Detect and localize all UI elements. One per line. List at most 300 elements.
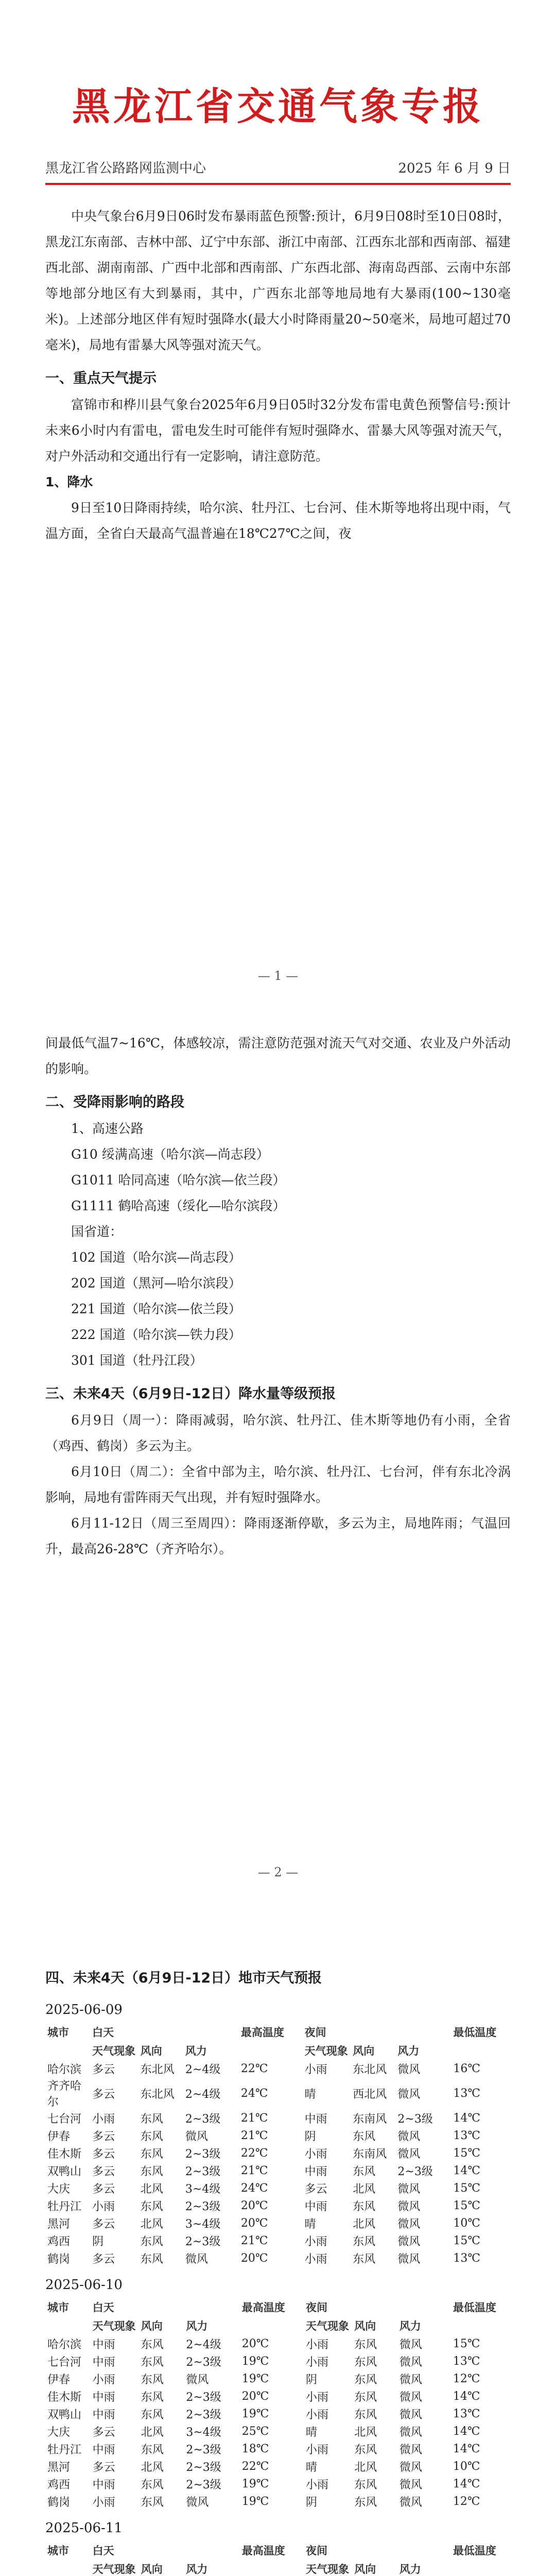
table-header-cell <box>45 2316 91 2335</box>
table-row <box>45 2179 511 2197</box>
table-header-cell: 白天 <box>92 2026 114 2039</box>
table-header-cell <box>184 2541 239 2560</box>
table-cell: 鹤岗 <box>47 2496 71 2509</box>
table-cell: 19℃ <box>241 2407 269 2420</box>
table-header-cell <box>352 2541 397 2560</box>
table-cell: 2~4级 <box>185 2088 221 2101</box>
table-header-cell: 天气现象 <box>306 2320 350 2332</box>
table-cell: 微风 <box>399 2373 422 2386</box>
table-header-cell <box>451 2560 511 2576</box>
table-row <box>45 2335 511 2352</box>
table-header-cell <box>45 2041 90 2060</box>
table-header-cell: 风力 <box>186 2320 208 2332</box>
table-cell: 东北风 <box>140 2063 175 2076</box>
list-item: 301 国道（牡丹江段） <box>71 1353 203 1368</box>
table-header-row <box>45 2041 511 2060</box>
table-cell: 小雨 <box>306 2391 329 2404</box>
table-row <box>45 2214 511 2232</box>
report-title: 黑龙江省交通气象专报 <box>72 84 484 129</box>
table-cell: 微风 <box>397 2235 421 2248</box>
table-cell: 多云 <box>92 2461 115 2474</box>
table-row <box>45 2127 511 2144</box>
forecast-date: 2025-06-11 <box>45 2520 123 2536</box>
forecast-date: 2025-06-10 <box>45 2277 123 2293</box>
table-cell: 21℃ <box>240 2234 268 2247</box>
city-forecast-tables <box>45 1997 511 2576</box>
table-cell: 中雨 <box>92 2478 115 2492</box>
intro-paragraph: 中央气象台6月9日06时发布暴雨蓝色预警:预计，6月9日08时至10日08时，黑龙江东南部、吉林中部、辽宁中东部、浙江中南部、江西东北部和西南部、福建西北部、湖南南部、广西中北部和西南部、广东西北部、海南岛西部、云南中东部等地部分地区有大到暴雨，其中，广西东北部等地局地有大暴雨(100~130毫米)。上述部分地区伴有短时强降水(最大小时降雨量20~50毫米，局地可超过70毫米)，局地有雷暴大风等强对流天气。 <box>45 209 511 352</box>
table-cell: 中雨 <box>304 2112 327 2126</box>
table-row <box>45 2458 511 2475</box>
table-cell: 多云 <box>92 2217 115 2231</box>
table-row <box>45 2440 511 2458</box>
table-cell: 16℃ <box>453 2062 480 2075</box>
table-cell: 多云 <box>92 2130 115 2143</box>
table-cell: 佳木斯 <box>47 2147 82 2161</box>
list-item: G1011 哈同高速（哈尔滨—依兰段） <box>71 1173 286 1188</box>
table-header-row <box>45 2560 511 2576</box>
table-cell: 20℃ <box>241 2337 269 2350</box>
table-header-cell <box>45 2560 91 2576</box>
table-header-cell <box>451 2041 511 2060</box>
table-cell: 北风 <box>140 2217 163 2231</box>
table-cell: 小雨 <box>306 2338 329 2351</box>
table-cell: 12℃ <box>453 2372 480 2385</box>
table-header-cell: 风力 <box>185 2045 207 2057</box>
table-row <box>45 2405 511 2422</box>
table-cell: 东风 <box>141 2355 164 2369</box>
table-cell: 微风 <box>186 2373 209 2386</box>
table-cell: 北风 <box>141 2461 164 2474</box>
issuer: 黑龙江省公路路网监测中心 <box>45 161 206 176</box>
table-cell: 14℃ <box>453 2389 480 2403</box>
issuer-row <box>45 158 511 177</box>
table-cell: 12℃ <box>453 2495 480 2508</box>
table-cell: 22℃ <box>240 2062 268 2075</box>
table-cell: 中雨 <box>92 2338 115 2351</box>
table-cell: 10℃ <box>453 2216 480 2230</box>
list-item: 102 国道（哈尔滨—尚志段） <box>71 1250 241 1265</box>
table-header-cell: 天气现象 <box>92 2563 136 2575</box>
table-cell: 14℃ <box>453 2477 480 2490</box>
table-cell: 3~4级 <box>186 2426 221 2439</box>
table-row <box>45 2352 511 2370</box>
table-header-cell: 城市 <box>47 2545 69 2557</box>
table-header-cell: 天气现象 <box>92 2045 136 2057</box>
table-cell: 小雨 <box>92 2373 115 2386</box>
table-cell: 微风 <box>399 2338 422 2351</box>
table-cell: 北风 <box>141 2426 164 2439</box>
table-cell: 多云 <box>92 2088 115 2101</box>
section-1-heading: 一、重点天气提示 <box>45 370 157 386</box>
table-cell: 3~4级 <box>185 2217 221 2231</box>
table-cell: 2~3级 <box>185 2165 221 2178</box>
table-cell: 齐齐哈尔 <box>47 2080 82 2109</box>
table-cell: 微风 <box>397 2088 421 2101</box>
masthead <box>0 0 556 131</box>
table-cell: 19℃ <box>241 2354 269 2368</box>
page-3-body <box>0 1958 556 2576</box>
table-header-cell <box>397 2541 451 2560</box>
table-cell: 多云 <box>92 2182 115 2196</box>
table-cell: 微风 <box>397 2200 421 2213</box>
table-cell: 北风 <box>353 2217 376 2231</box>
table-cell: 中雨 <box>304 2165 327 2178</box>
table-row <box>45 2109 511 2127</box>
table-cell: 15℃ <box>453 2234 480 2247</box>
table-cell: 东北风 <box>353 2063 387 2076</box>
page-1-body <box>0 204 556 547</box>
table-cell: 小雨 <box>306 2478 329 2492</box>
table-cell: 中雨 <box>92 2355 115 2369</box>
table-cell: 多云 <box>92 2063 115 2076</box>
table-cell: 19℃ <box>241 2372 269 2385</box>
table-header-cell: 夜间 <box>304 2026 326 2039</box>
table-header-cell <box>184 2298 239 2316</box>
table-row <box>45 2077 511 2109</box>
table-cell: 19℃ <box>241 2477 269 2490</box>
table-cell: 伊春 <box>47 2373 71 2386</box>
table-cell: 双鸭山 <box>47 2408 82 2421</box>
table-cell: 东风 <box>140 2130 163 2143</box>
table-cell: 东风 <box>141 2478 164 2492</box>
table-cell: 20℃ <box>240 2216 268 2230</box>
table-cell: 小雨 <box>304 2063 327 2076</box>
table-cell: 东风 <box>354 2408 377 2421</box>
table-cell: 20℃ <box>240 2251 268 2265</box>
header-rule <box>45 183 511 185</box>
table-cell: 东风 <box>140 2112 163 2126</box>
table-cell: 13℃ <box>453 2251 480 2265</box>
table-header-cell <box>138 2023 183 2041</box>
table-cell: 微风 <box>399 2408 422 2421</box>
table-cell: 晴 <box>306 2461 318 2474</box>
table-cell: 东风 <box>140 2147 163 2161</box>
table-cell: 东风 <box>353 2235 376 2248</box>
table-cell: 北风 <box>354 2461 377 2474</box>
table-cell: 北风 <box>140 2182 163 2196</box>
table-cell: 2~3级 <box>397 2112 433 2126</box>
table-cell: 北风 <box>353 2182 376 2196</box>
precipitation-heading: 1、降水 <box>45 474 93 489</box>
table-header-cell: 风向 <box>141 2320 163 2332</box>
highway-heading: 1、高速公路 <box>71 1121 144 1136</box>
table-cell: 13℃ <box>453 2129 480 2142</box>
table-cell: 晴 <box>306 2426 318 2439</box>
table-cell: 2~3级 <box>186 2408 221 2421</box>
table-cell: 鹤岗 <box>47 2252 71 2266</box>
table-header-cell: 天气现象 <box>306 2563 350 2575</box>
forecast-date: 2025-06-09 <box>45 2002 123 2018</box>
table-cell: 24℃ <box>240 2087 268 2100</box>
table-cell: 21℃ <box>240 2164 268 2177</box>
table-cell: 多云 <box>304 2182 327 2196</box>
table-cell: 小雨 <box>306 2443 329 2456</box>
table-cell: 东风 <box>354 2338 377 2351</box>
table-header-cell: 最高温度 <box>240 2026 284 2039</box>
national-road-heading: 国省道： <box>71 1224 123 1239</box>
table-cell: 小雨 <box>304 2147 327 2161</box>
table-cell: 牡丹江 <box>47 2200 82 2213</box>
table-cell: 佳木斯 <box>47 2391 82 2404</box>
table-row <box>45 2060 511 2077</box>
table-cell: 东风 <box>141 2408 164 2421</box>
table-cell: 微风 <box>397 2182 421 2196</box>
precipitation-paragraph-b: 间最低气温7~16℃，体感较凉，需注意防范强对流天气对交通、农业及户外活动的影响。 <box>45 1036 511 1076</box>
table-cell: 小雨 <box>306 2355 329 2369</box>
table-cell: 微风 <box>399 2355 422 2369</box>
table-cell: 大庆 <box>47 2182 71 2196</box>
page-number-1: — 1 — <box>257 969 299 983</box>
table-header-cell <box>395 2023 451 2041</box>
table-cell: 微风 <box>185 2130 208 2143</box>
table-cell: 双鸭山 <box>47 2165 82 2178</box>
table-cell: 14℃ <box>453 2442 480 2455</box>
table-cell: 2~3级 <box>185 2235 221 2248</box>
table-row <box>45 2370 511 2387</box>
table-header-cell: 天气现象 <box>92 2320 136 2332</box>
table-row <box>45 2144 511 2162</box>
table-cell: 东风 <box>354 2391 377 2404</box>
table-cell: 2~3级 <box>185 2112 221 2126</box>
table-cell: 中雨 <box>304 2200 327 2213</box>
table-cell: 黑河 <box>47 2461 71 2474</box>
table-cell: 东风 <box>354 2355 377 2369</box>
list-item: 221 国道（哈尔滨—依兰段） <box>71 1301 241 1316</box>
table-header-row <box>45 2298 511 2316</box>
table-header-cell <box>451 2316 511 2335</box>
table-cell: 中雨 <box>92 2408 115 2421</box>
table-header-cell: 夜间 <box>306 2545 328 2557</box>
table-cell: 西北风 <box>353 2088 387 2101</box>
table-cell: 东风 <box>140 2252 163 2266</box>
table-header-cell: 最高温度 <box>241 2545 285 2557</box>
table-cell: 牡丹江 <box>47 2443 82 2456</box>
table-cell: 阴 <box>306 2373 318 2386</box>
table-cell: 东风 <box>141 2443 164 2456</box>
table-cell: 东南风 <box>353 2147 387 2161</box>
table-cell: 东风 <box>141 2373 164 2386</box>
table-row <box>45 2387 511 2405</box>
table-cell: 2~3级 <box>185 2200 221 2213</box>
table-cell: 东风 <box>354 2443 377 2456</box>
table-cell: 哈尔滨 <box>47 2338 82 2351</box>
table-cell: 东风 <box>354 2496 377 2509</box>
table-cell: 鸡西 <box>47 2478 71 2492</box>
table-cell: 微风 <box>397 2252 421 2266</box>
table-cell: 东风 <box>140 2200 163 2213</box>
table-cell: 20℃ <box>241 2389 269 2403</box>
table-cell: 东风 <box>354 2373 377 2386</box>
table-cell: 东风 <box>141 2391 164 2404</box>
table-row <box>45 2475 511 2493</box>
page-number-2: — 2 — <box>257 1865 299 1879</box>
table-row <box>45 2493 511 2510</box>
table-cell: 2~3级 <box>185 2147 221 2161</box>
table-cell: 晴 <box>304 2088 316 2101</box>
table-cell: 13℃ <box>453 2354 480 2368</box>
table-cell: 中雨 <box>92 2391 115 2404</box>
table-cell: 19℃ <box>241 2495 269 2508</box>
table-header-cell: 风向 <box>141 2563 163 2575</box>
table-cell: 阴 <box>306 2496 318 2509</box>
table-cell: 伊春 <box>47 2130 71 2143</box>
table-cell: 2~3级 <box>186 2478 221 2492</box>
table-header-cell: 夜间 <box>306 2301 328 2314</box>
table-header-cell: 风力 <box>399 2320 421 2332</box>
section-4-heading: 四、未来4天（6月9日-12日）地市天气预报 <box>45 1970 322 1986</box>
city-forecast-table <box>45 2541 511 2576</box>
table-cell: 微风 <box>399 2443 422 2456</box>
table-header-cell: 风向 <box>353 2045 375 2057</box>
table-cell: 2~4级 <box>186 2338 221 2351</box>
table-cell: 24℃ <box>240 2181 268 2195</box>
list-item: G1111 鹤哈高速（绥化—哈尔滨段） <box>71 1198 286 1213</box>
table-cell: 22℃ <box>240 2146 268 2160</box>
table-cell: 2~3级 <box>397 2165 433 2178</box>
table-header-cell <box>397 2298 451 2316</box>
table-cell: 2~3级 <box>186 2391 221 2404</box>
table-cell: 微风 <box>185 2252 208 2266</box>
table-cell: 东北风 <box>140 2088 175 2101</box>
table-cell: 18℃ <box>241 2442 269 2455</box>
table-cell: 微风 <box>399 2478 422 2492</box>
table-header-cell: 风力 <box>186 2563 208 2575</box>
table-header-cell: 白天 <box>92 2545 114 2557</box>
table-row <box>45 2249 511 2267</box>
table-header-cell <box>239 2041 303 2060</box>
table-row <box>45 2422 511 2440</box>
table-cell: 21℃ <box>240 2129 268 2142</box>
section-1-paragraph: 富锦市和桦川县气象台2025年6月9日05时32分发布雷电黄色预警信号:预计未来6小时内有雷电，雷电发生时可能伴有短时强降水、雷暴大风等强对流天气，对户外活动和交通出行有一定影响，请注意防范。 <box>45 397 511 464</box>
highway-list <box>45 1142 511 1219</box>
table-cell: 黑河 <box>47 2217 71 2231</box>
table-cell: 晴 <box>304 2217 316 2231</box>
table-header-cell <box>240 2560 304 2576</box>
table-cell: 东风 <box>141 2338 164 2351</box>
table-cell: 微风 <box>186 2496 209 2509</box>
table-header-cell <box>183 2023 239 2041</box>
table-cell: 东风 <box>353 2252 376 2266</box>
table-header-cell: 最低温度 <box>453 2026 497 2039</box>
table-row <box>45 2197 511 2214</box>
table-cell: 2~4级 <box>185 2063 221 2076</box>
national-road-list <box>45 1245 511 1374</box>
table-header-cell: 白天 <box>92 2301 114 2314</box>
table-cell: 多云 <box>92 2165 115 2178</box>
table-header-cell: 风向 <box>354 2563 376 2575</box>
table-cell: 东风 <box>353 2200 376 2213</box>
table-cell: 东风 <box>141 2496 164 2509</box>
table-cell: 22℃ <box>241 2460 269 2473</box>
table-cell: 小雨 <box>306 2408 329 2421</box>
table-cell: 东风 <box>354 2478 377 2492</box>
table-cell: 微风 <box>399 2426 422 2439</box>
precipitation-paragraph-a: 9日至10日降雨持续，哈尔滨、牡丹江、七台河、佳木斯等地将出现中雨，气温方面，全省白天最高气温普遍在18℃27℃之间，夜 <box>45 500 511 541</box>
issue-date: 2025 年 6 月 9 日 <box>398 161 511 176</box>
list-item: G10 绥满高速（哈尔滨—尚志段） <box>71 1147 269 1162</box>
table-cell: 25℃ <box>241 2425 269 2438</box>
table-cell: 东风 <box>353 2165 376 2178</box>
table-header-cell: 风力 <box>399 2563 421 2575</box>
table-cell: 多云 <box>92 2252 115 2266</box>
table-cell: 13℃ <box>453 2087 480 2100</box>
table-cell: 2~3级 <box>186 2461 221 2474</box>
table-cell: 东南风 <box>353 2112 387 2126</box>
table-row <box>45 2232 511 2249</box>
table-cell: 3~4级 <box>185 2182 221 2196</box>
table-header-cell: 天气现象 <box>304 2045 348 2057</box>
table-header-cell <box>240 2316 304 2335</box>
table-header-row <box>45 2316 511 2335</box>
table-cell: 2~3级 <box>186 2443 221 2456</box>
table-cell: 小雨 <box>92 2112 115 2126</box>
table-header-cell: 最低温度 <box>453 2301 496 2314</box>
table-cell: 20℃ <box>240 2199 268 2212</box>
table-cell: 2~3级 <box>186 2355 221 2369</box>
table-cell: 多云 <box>92 2147 115 2161</box>
table-cell: 哈尔滨 <box>47 2063 82 2076</box>
table-cell: 东风 <box>140 2165 163 2178</box>
city-forecast-table <box>45 2023 511 2267</box>
table-cell: 微风 <box>397 2217 421 2231</box>
table-header-row <box>45 2023 511 2041</box>
table-row <box>45 2162 511 2179</box>
table-header-cell <box>139 2541 184 2560</box>
table-cell: 15℃ <box>453 2146 480 2160</box>
table-cell: 鸡西 <box>47 2235 71 2248</box>
table-header-cell: 风向 <box>140 2045 162 2057</box>
forecast-day-2: 6月10日（周二）：全省中部为主，哈尔滨、牡丹江、七台河，伴有东北冷涡影响，局地有雷阵雨天气出现，并有短时强降水。 <box>45 1464 511 1505</box>
section-2-heading: 二、受降雨影响的路段 <box>45 1094 184 1110</box>
table-cell: 小雨 <box>92 2200 115 2213</box>
table-header-cell: 城市 <box>47 2026 69 2039</box>
table-cell: 10℃ <box>453 2460 480 2473</box>
table-header-cell <box>351 2023 395 2041</box>
table-cell: 微风 <box>397 2063 421 2076</box>
table-cell: 14℃ <box>453 2111 480 2125</box>
table-header-cell: 最低温度 <box>453 2545 496 2557</box>
section-3-heading: 三、未来4天（6月9日-12日）降水量等级预报 <box>45 1386 336 1402</box>
city-forecast-table <box>45 2298 511 2510</box>
table-cell: 阴 <box>92 2235 104 2248</box>
table-cell: 多云 <box>92 2426 115 2439</box>
list-item: 222 国道（哈尔滨—铁力段） <box>71 1327 241 1342</box>
table-header-cell: 风力 <box>397 2045 420 2057</box>
table-cell: 东风 <box>140 2235 163 2248</box>
table-cell: 14℃ <box>453 2425 480 2438</box>
table-cell: 小雨 <box>304 2235 327 2248</box>
table-cell: 七台河 <box>47 2112 82 2126</box>
table-cell: 中雨 <box>92 2443 115 2456</box>
table-cell: 15℃ <box>453 2181 480 2195</box>
table-header-cell <box>352 2298 397 2316</box>
table-header-cell: 风向 <box>354 2320 376 2332</box>
table-cell: 14℃ <box>453 2164 480 2177</box>
table-cell: 微风 <box>399 2391 422 2404</box>
table-cell: 北风 <box>354 2426 377 2439</box>
table-cell: 21℃ <box>240 2111 268 2125</box>
table-cell: 微风 <box>399 2496 422 2509</box>
table-cell: 阴 <box>304 2130 316 2143</box>
table-cell: 15℃ <box>453 2199 480 2212</box>
table-cell: 微风 <box>397 2130 421 2143</box>
table-cell: 东风 <box>353 2130 376 2143</box>
table-header-cell: 最高温度 <box>241 2301 285 2314</box>
table-header-cell <box>139 2298 184 2316</box>
table-header-cell: 城市 <box>47 2301 69 2314</box>
table-cell: 微风 <box>399 2461 422 2474</box>
